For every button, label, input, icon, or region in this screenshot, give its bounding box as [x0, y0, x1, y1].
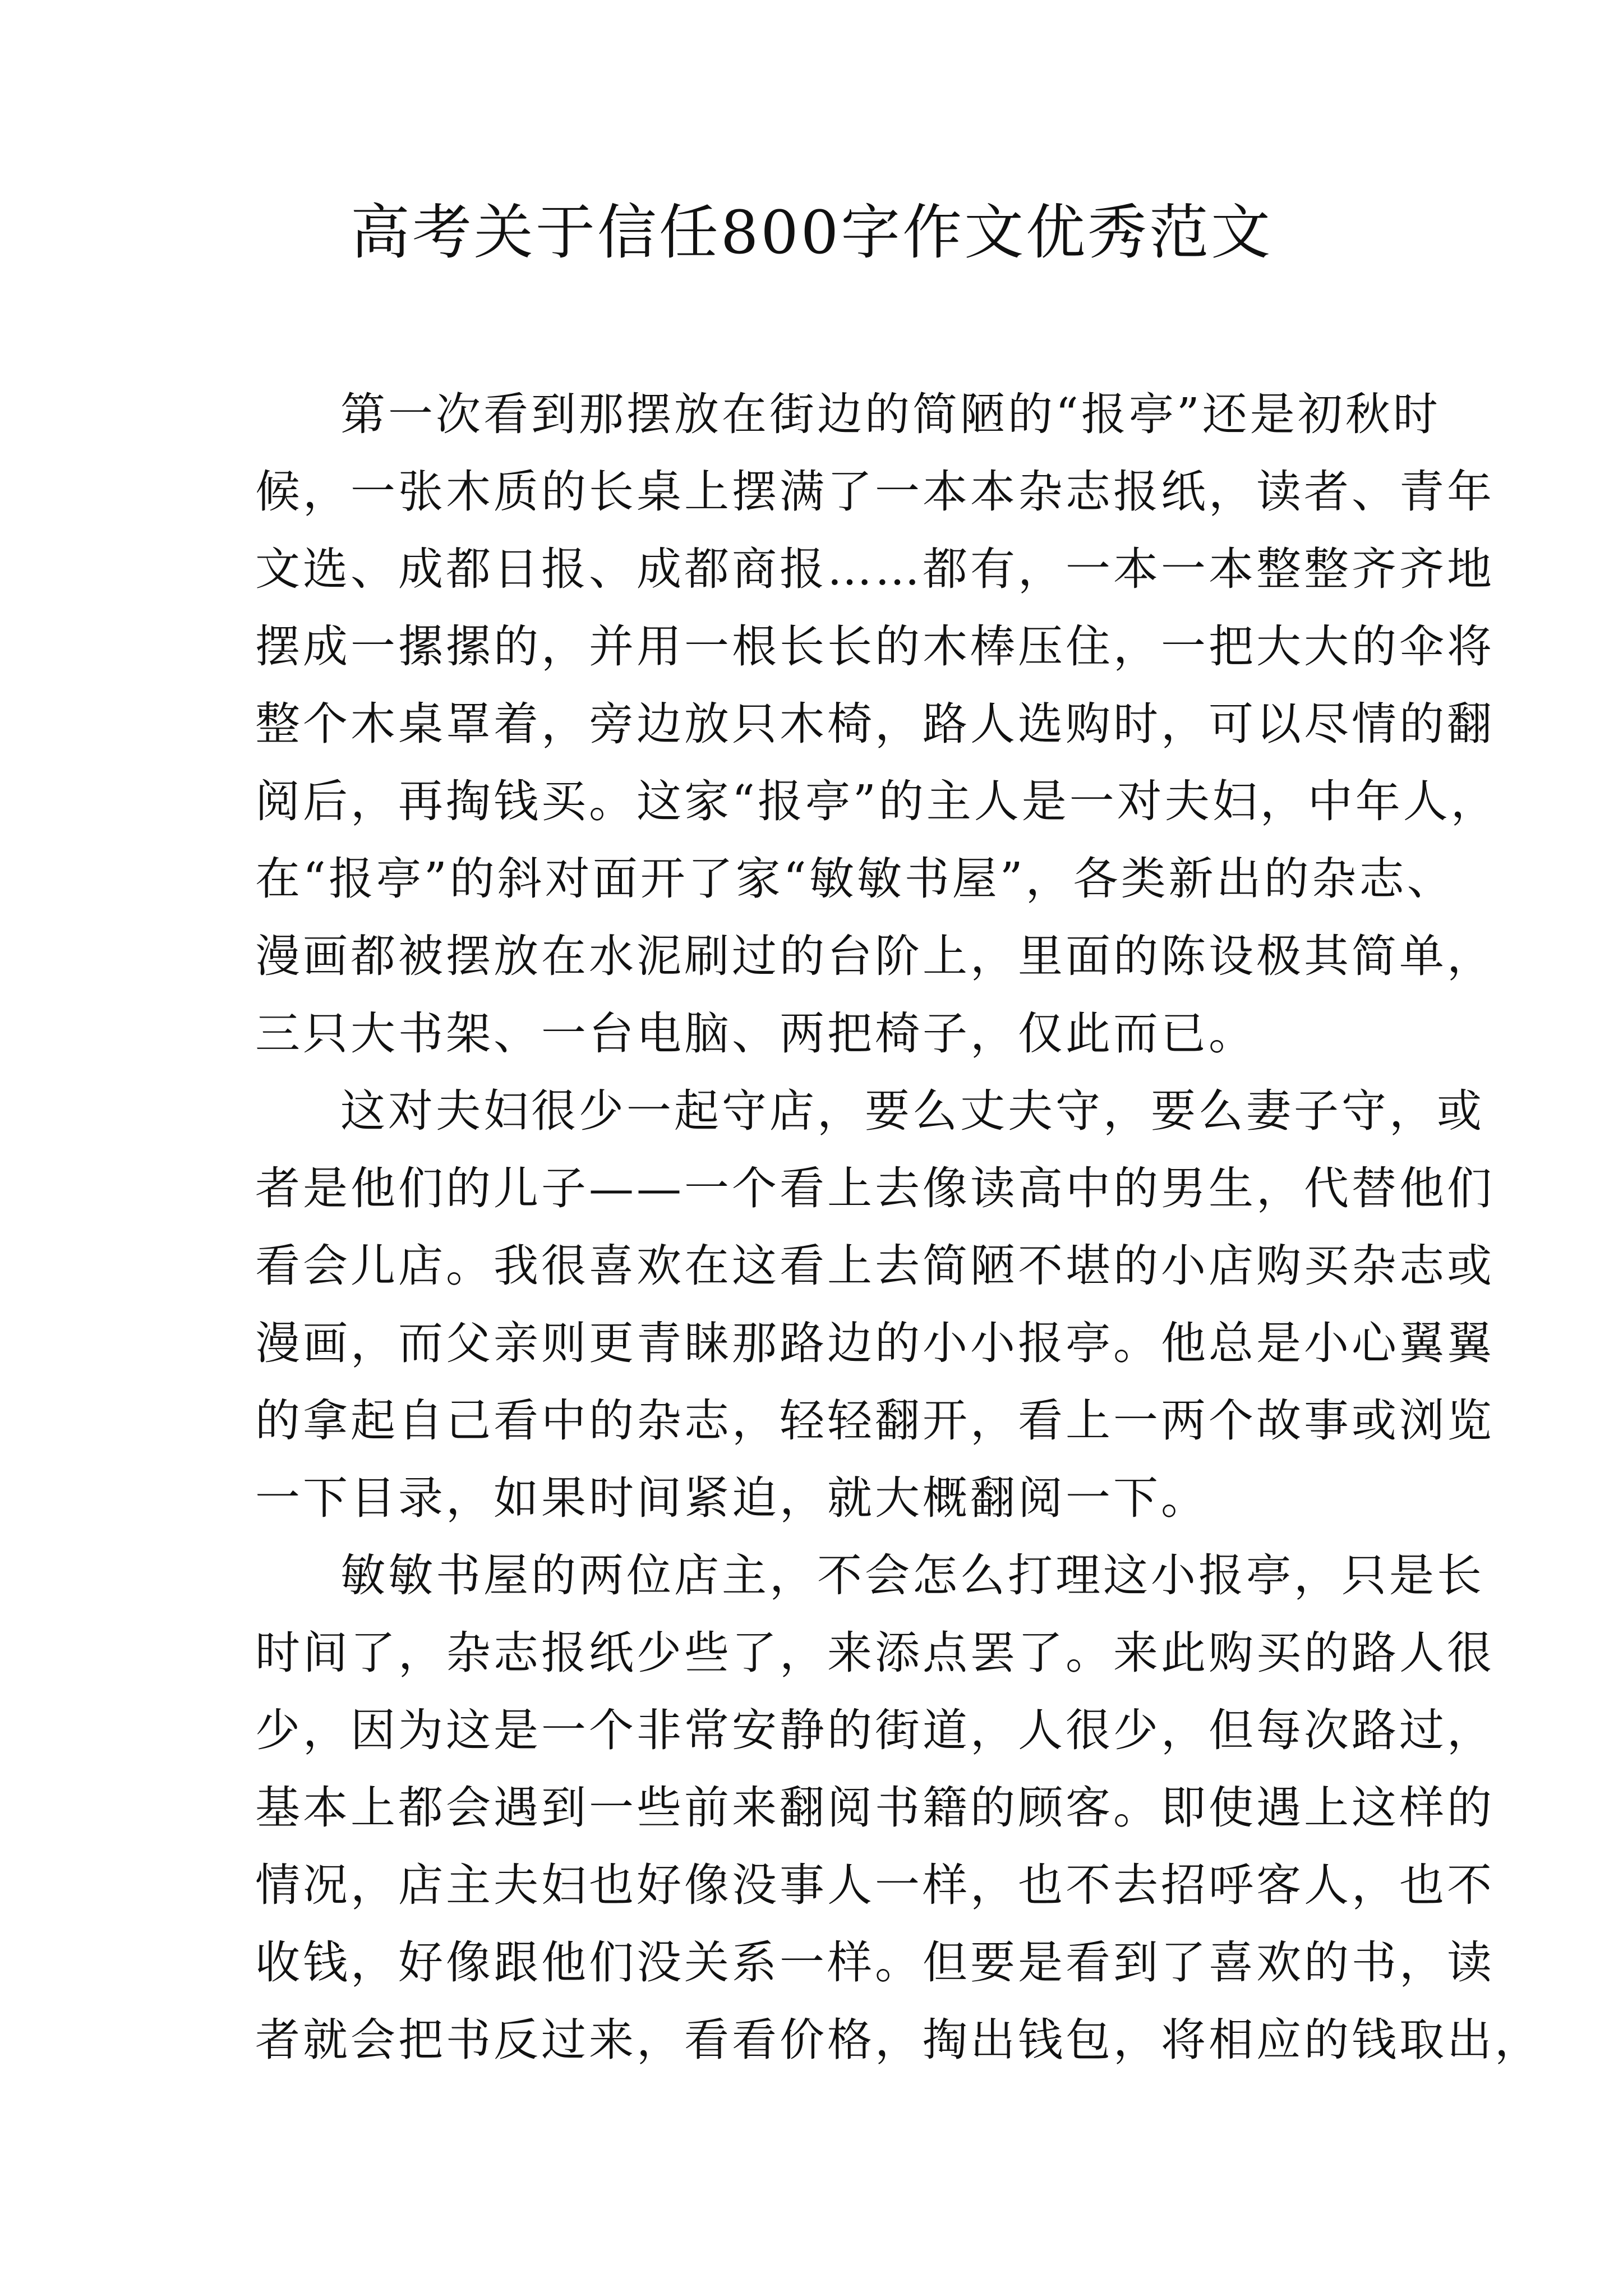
document-title: 高考关于信任800字作文优秀范文 — [350, 198, 1273, 267]
paragraph-line: 在“报亭”的斜对面开了家“敏敏书屋”，各类新出的杂志、 — [255, 853, 1455, 905]
paragraph-line: 漫画都被摆放在水泥刷过的台阶上，里面的陈设极其简单， — [255, 930, 1495, 982]
paragraph-line: 者就会把书反过来，看看价格，掏出钱包，将相应的钱取出， — [255, 2014, 1542, 2066]
paragraph-line: 这对夫妇很少一起守店，要么丈夫守，要么妻子守，或 — [340, 1085, 1484, 1137]
paragraph-line: 的拿起自己看中的杂志，轻轻翻开，看上一两个故事或浏览 — [255, 1395, 1495, 1447]
paragraph — [255, 376, 1498, 1073]
paragraph-line: 看会儿店。我很喜欢在这看上去简陋不堪的小店购买杂志或 — [255, 1240, 1495, 1292]
paragraph-line: 摆成一摞摞的，并用一根长长的木棒压住，一把大大的伞将 — [255, 620, 1495, 673]
paragraph-line: 敏敏书屋的两位店主，不会怎么打理这小报亭，只是长 — [340, 1549, 1484, 1602]
paragraph-line: 一下目录，如果时间紧迫，就大概翻阅一下。 — [255, 1472, 1209, 1524]
paragraph-line: 候，一张木质的长桌上摆满了一本本杂志报纸，读者、青年 — [255, 466, 1495, 518]
paragraph-line: 时间了，杂志报纸少些了，来添点罢了。来此购买的路人很 — [255, 1627, 1495, 1679]
paragraph-line: 基本上都会遇到一些前来翻阅书籍的顾客。即使遇上这样的 — [255, 1782, 1495, 1834]
paragraph-line: 第一次看到那摆放在街边的简陋的“报亭”还是初秋时 — [340, 388, 1441, 440]
paragraph-line: 三只大书架、一台电脑、两把椅子，仅此而已。 — [255, 1007, 1256, 1060]
paragraph-line: 漫画，而父亲则更青睐那路边的小小报亭。他总是小心翼翼 — [255, 1317, 1495, 1369]
paragraph-line: 文选、成都日报、成都商报……都有，一本一本整整齐齐地 — [255, 543, 1495, 595]
paragraph-line: 阅后，再掏钱买。这家“报亭”的主人是一对夫妇，中年人， — [255, 775, 1498, 827]
paragraph-line: 少，因为这是一个非常安静的街道，人很少，但每次路过， — [255, 1704, 1495, 1756]
paragraph-line: 整个木桌罩着，旁边放只木椅，路人选购时，可以尽情的翻 — [255, 698, 1495, 750]
paragraph-line: 者是他们的儿子——一个看上去像读高中的男生，代替他们 — [255, 1162, 1495, 1214]
paragraph — [255, 1073, 1495, 1537]
paragraph-line: 收钱，好像跟他们没关系一样。但要是看到了喜欢的书，读 — [255, 1936, 1495, 1989]
document-body — [255, 376, 1542, 2079]
paragraph-line: 情况，店主夫妇也好像没事人一样，也不去招呼客人，也不 — [255, 1859, 1495, 1911]
paragraph — [255, 1537, 1542, 2079]
